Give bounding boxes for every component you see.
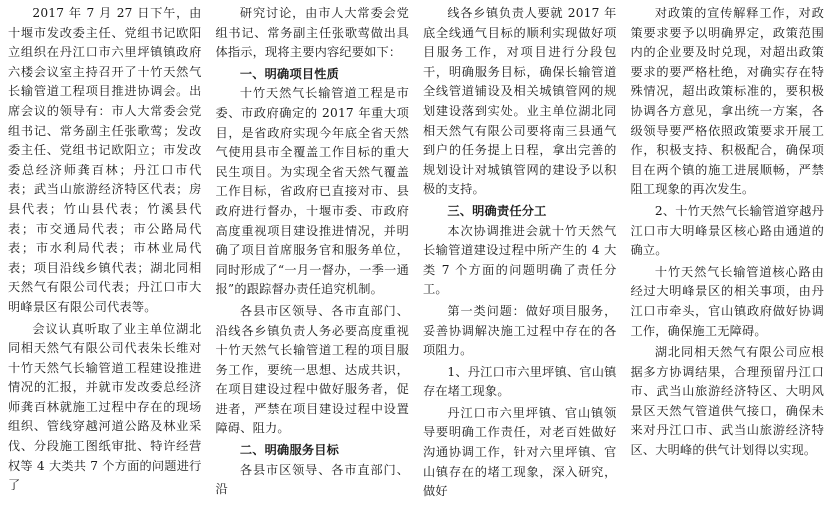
paragraph: 2、十竹天然气长输管道穿越丹江口市大明峰景区核心路由通道的确立。: [630, 203, 824, 258]
paragraph: 2017 年 7 月 27 日下午，由十堰市发改委主任、党组书记欧阳立组织在丹江口市六里坪镇镇政府六楼会议室主持召开了十竹天然气长输管道工程项目推进协调会。出席会议的领导有：市人大常委会党组书记、常务副主任张歌莺；发改委主任、党组书记欧阳立；市发改委总经济师龚百林；丹江口市代表；武当山旅游经济特区代表；房县代表；竹山县代表；竹溪县代表；市交通局代表；市公路局代表；市水利局代表；市林业局代表；项目沿线乡镇代表；湖北同相天然气有限公司代表；丹江口市大明峰景区有限公司代表等。: [8, 6, 202, 314]
column-4: [631, 4, 825, 512]
paragraph: 1、丹江口市六里坪镇、官山镇存在堵工现象。: [423, 364, 617, 399]
paragraph: 湖北同相天然气有限公司应根据多方协调结果，合理预留丹江口市、武当山旅游经济特区、大明风景区天然气管道供气接口，确保未来对丹江口市、武当山旅游经济特区、大明峰的供气计划得以实现。: [630, 345, 824, 458]
paragraph: 各县市区领导、各市直部门、沿: [215, 462, 409, 497]
paragraph: 研究讨论，由市人大常委会党组书记、常务副主任张歌莺做出具体指示，现将主要内容纪要如下：: [215, 6, 409, 60]
paragraph: 丹江口市六里坪镇、官山镇领导要明确工作责任，对老百姓做好沟通协调工作，针对六里坪镇、官山镇存在的堵工现象，深入研究，做好: [423, 405, 617, 499]
section-heading: 三、明确责任分工: [447, 203, 547, 218]
paragraph: 线各乡镇负责人要就 2017 年底全线通气目标的顺利实现做好项目服务工作，对项目进行分段包干，明确服务目标，确保长输管道全线管道铺设及相关城镇管网的规划建设落到实处。业主单位湖北同相天然气有限公司要将南三县通气到户的任务提上日程，拿出完善的规划设计对城镇管网的建设予以积极的支持。: [423, 6, 617, 197]
column-3: [423, 4, 617, 512]
paragraph: 第一类问题：做好项目服务，妥善协调解决施工过程中存在的各项阻力。: [423, 303, 617, 358]
article-columns: [8, 4, 824, 512]
column-1: [8, 4, 202, 512]
paragraph: 十竹天然气长输管道核心路由经过大明峰景区的相关事项，由丹江口市牵头，官山镇政府做好协调工作，确保施工无障碍。: [630, 264, 824, 338]
column-2: [216, 4, 410, 512]
paragraph: 对政策的宣传解释工作，对政策要求要予以明确界定，政策范围内的企业要及时兑现，对超出政策要求的要严格杜绝，对确实存在特殊情况，超出政策标准的，要积极协调各方意见，拿出统一方案，各级领导要严格依照政策要求开展工作，积极支持、积极配合，确保项目在两个镇的施工进展顺畅，严禁阻工现象的再次发生。: [630, 6, 824, 197]
section-heading: 一、明确项目性质: [239, 66, 339, 81]
paragraph: 各县市区领导、各市直部门、沿线各乡镇负责人务必要高度重视十竹天然气长输管道工程的项目服务工作，要统一思想、达成共识，在项目建设过程中做好服务者，促进者，严禁在项目建设过程中设置障碍、阻力。: [215, 303, 409, 436]
section-heading: 二、明确服务目标: [239, 443, 339, 458]
paragraph: 本次协调推进会就十竹天然气长输管道建设过程中所产生的 4 大类 7 个方面的问题明确了责任分工。: [423, 223, 617, 297]
paragraph: 会议认真听取了业主单位湖北同相天然气有限公司代表朱长维对十竹天然气长输管道工程建设推进情况的汇报，并就市发改委总经济师龚百林就施工过程中存在的现场组织、管线穿越河道公路及林业采伐、分段施工图纸审批、特许经营权等 4 大类共 7 个方面的问题进行了: [8, 321, 202, 493]
paragraph: 十竹天然气长输管道工程是市委、市政府确定的 2017 年重大项目，是省政府实现今年底全省天然气使用县市全覆盖工作目标的重大民生项目。为实现全省天然气覆盖工作目标，省政府已直接对市、县政府进行督办，十堰市委、市政府高度重视项目建设推进情况，并明确了项目首席服务官和服务单位，同时形成了“一月一督办，一季一通报”的跟踪督办责任追究机制。: [215, 86, 409, 297]
